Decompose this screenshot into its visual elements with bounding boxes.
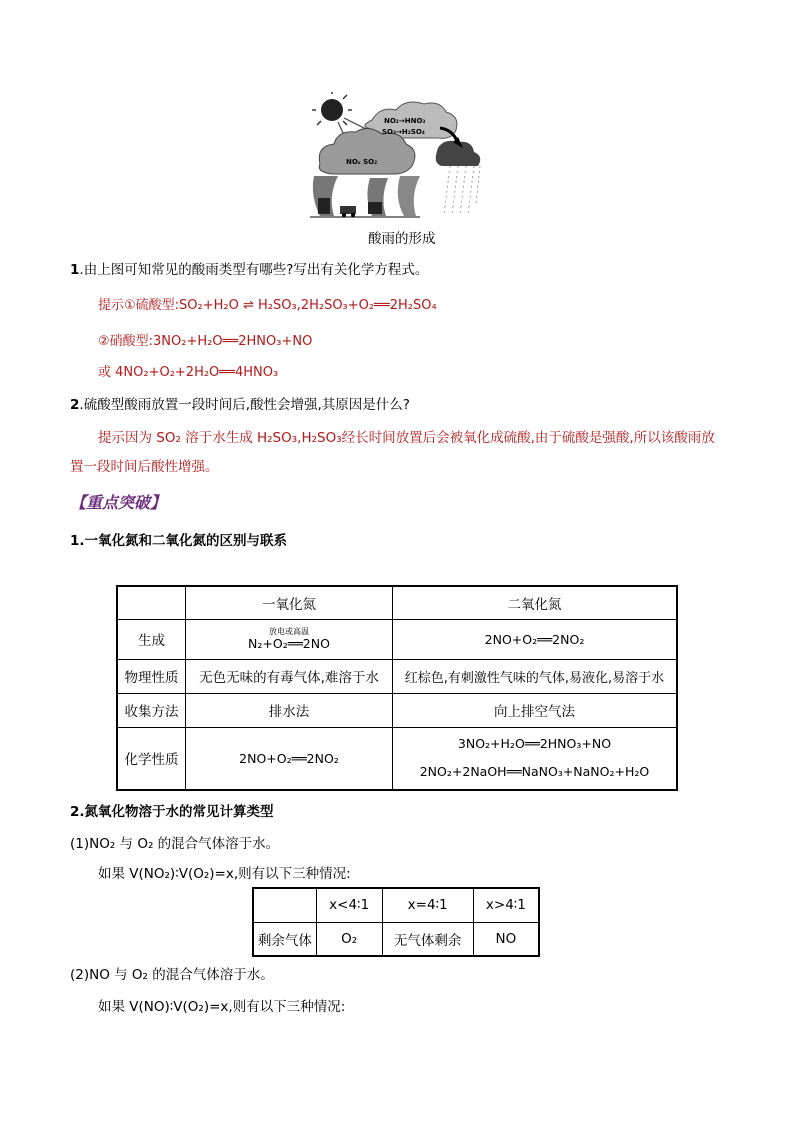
table-row-physical	[117, 659, 677, 693]
residual-gas-table	[252, 887, 540, 957]
chemical-no: 2NO+O₂══2NO₂	[185, 727, 392, 790]
table-header-empty	[117, 586, 185, 619]
question-2-number: 2	[70, 397, 80, 413]
physical-no2: 红棕色,有刺激性气味的气体,易液化,易溶于水	[392, 659, 677, 693]
residual-row-label: 剩余气体	[253, 922, 316, 956]
question-2-text: .硫酸型酸雨放置一段时间后,酸性会增强,其原因是什么?	[79, 397, 410, 413]
table-header-row	[117, 586, 677, 619]
residual-value-lt: O₂	[316, 922, 382, 956]
question-1	[70, 258, 428, 278]
subsection-1-title: 1.一氧化氮和二氧化氮的区别与联系	[70, 533, 288, 549]
collect-no2: 向上排空气法	[392, 693, 677, 727]
row-label-collect: 收集方法	[117, 693, 185, 727]
s2-paragraph-4: 如果 V(NO)∶V(O₂)=x,则有以下三种情况:	[98, 999, 346, 1015]
s2-paragraph-2: 如果 V(NO₂)∶V(O₂)=x,则有以下三种情况:	[98, 866, 351, 882]
q1-hint-3: 或 4NO₂+O₂+2H₂O══4HNO₃	[98, 365, 279, 380]
residual-value-eq: 无气体剩余	[382, 922, 473, 956]
table-header-no2: 二氧化氮	[392, 586, 677, 619]
row-label-chemical: 化学性质	[117, 727, 185, 790]
collect-no: 排水法	[185, 693, 392, 727]
s2-paragraph-1: (1)NO₂ 与 O₂ 的混合气体溶于水。	[70, 836, 280, 852]
figure-label-nox: NOₓ SO₂	[346, 158, 378, 166]
residual-header-eq: x=4∶1	[382, 888, 473, 922]
generate-no2-equation: 2NO+O₂══2NO₂	[392, 619, 677, 659]
row-label-physical: 物理性质	[117, 659, 185, 693]
q2-hint-line-1: 提示因为 SO₂ 溶于水生成 H₂SO₃,H₂SO₃经长时间放置后会被氧化成硫酸,由于硫酸是强酸,所以该酸雨放	[98, 430, 715, 446]
table-row-chemical	[117, 727, 677, 790]
figure-label-no2: NO₂→HNO₃	[384, 117, 426, 125]
chemical-no2-equation-1: 3NO₂+H₂O══2HNO₃+NO	[457, 736, 612, 752]
residual-table-row	[253, 922, 539, 956]
section-title: 【重点突破】	[70, 493, 167, 512]
nitrogen-oxide-comparison-table	[116, 585, 678, 791]
generate-no-equation: N₂+O₂══2NO	[248, 636, 330, 651]
figure-label-so3: SO₃→H₂SO₄	[382, 128, 425, 136]
residual-header-empty	[253, 888, 316, 922]
chemical-no2-cell	[392, 727, 677, 790]
residual-header-lt: x<4∶1	[316, 888, 382, 922]
acid-rain-figure	[310, 92, 485, 220]
q1-hint-1: 提示①硫酸型:SO₂+H₂O ⇌ H₂SO₃,2H₂SO₃+O₂══2H₂SO₄	[98, 298, 437, 313]
physical-no: 无色无味的有毒气体,难溶于水	[185, 659, 392, 693]
row-label-generate: 生成	[117, 619, 185, 659]
question-2	[70, 393, 410, 413]
residual-table-header-row	[253, 888, 539, 922]
table-row-collect	[117, 693, 677, 727]
chemical-no2-equation-2: 2NO₂+2NaOH══NaNO₃+NaNO₂+H₂O	[419, 764, 650, 780]
s2-paragraph-3: (2)NO 与 O₂ 的混合气体溶于水。	[70, 967, 274, 983]
table-row-generate	[117, 619, 677, 659]
q1-hint-2: ②硝酸型:3NO₂+H₂O══2HNO₃+NO	[98, 334, 313, 349]
generate-no-condition: 放电或高温	[268, 627, 309, 636]
question-1-number: 1	[70, 262, 80, 278]
generate-no-cell	[185, 619, 392, 659]
question-1-text: .由上图可知常见的酸雨类型有哪些?写出有关化学方程式。	[79, 262, 429, 278]
table-header-no: 一氧化氮	[185, 586, 392, 619]
figure-caption: 酸雨的形成	[368, 231, 436, 247]
residual-value-gt: NO	[473, 922, 539, 956]
q2-hint-line-2: 置一段时间后酸性增强。	[70, 459, 219, 475]
subsection-2-title: 2.氮氧化物溶于水的常见计算类型	[70, 804, 274, 820]
residual-header-gt: x>4∶1	[473, 888, 539, 922]
